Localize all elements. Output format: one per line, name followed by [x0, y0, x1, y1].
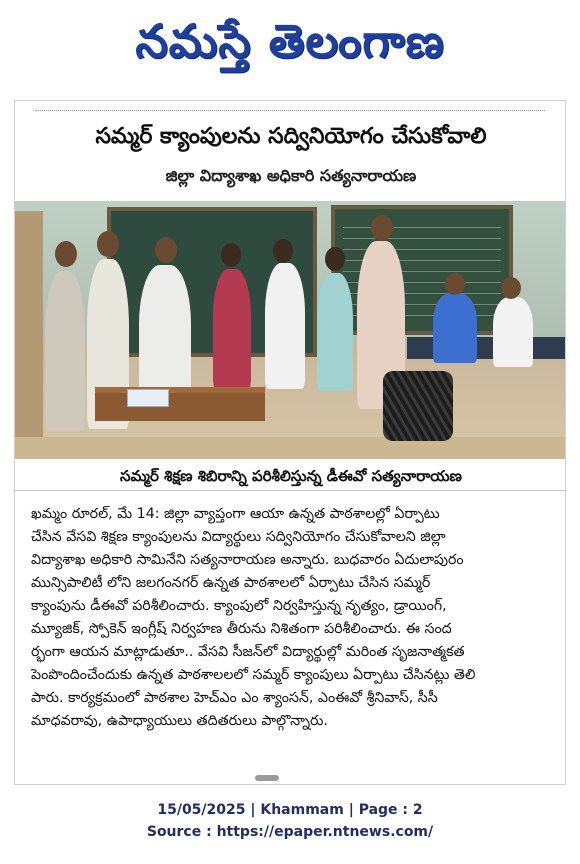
photo-table: [95, 387, 265, 421]
photo-person-1: [45, 271, 85, 431]
photo-desk: [407, 337, 566, 359]
clipped-next-article-edge: [255, 775, 279, 781]
news-clipping: [14, 100, 566, 785]
photo-student-guitar-1: [213, 269, 251, 389]
photo-head-1: [55, 241, 77, 267]
photo-paper: [127, 389, 169, 407]
footer-date-line: 15/05/2025 | Khammam | Page : 2: [157, 802, 423, 818]
article-photo: [15, 201, 566, 459]
newspaper-masthead: నమస్తే తెలంగాణ: [135, 14, 445, 68]
article-body-line: మ్యూజిక్, స్పోకెన్ ఇంగ్లీష్ నిర్వహణ తీరును నిశితంగా పరిశీలించారు. ఈ సంద: [31, 621, 452, 637]
footer-source-link[interactable]: Source : https://epaper.ntnews.com/: [146, 824, 434, 840]
article-body-line: మున్సిపాలిటీ లోని జలగంనగర్ ఉన్నత పాఠశాలలో ఏర్పాటు చేసిన సమ్మర్: [31, 575, 431, 591]
article-body-line: క్యాంపును డీఈవో పరిశీలించారు. క్యాంపులో నిర్వహిస్తున్న నృత్యం, డ్రాయింగ్,: [31, 598, 447, 614]
photo-head-6: [325, 247, 345, 271]
photo-caption: సమ్మర్ శిక్షణ శిబిరాన్ని పరిశీలిస్తున్న డీఈవో సత్యనారాయణ: [15, 461, 566, 491]
photo-head-3: [155, 237, 177, 263]
photo-head-2: [97, 231, 119, 257]
photo-student-seated-1: [433, 293, 477, 363]
article-body-line: పెంపొందించేందుకు ఉన్నత పాఠశాలలలో సమ్మర్ క్యాంపులు ఏర్పాటు చేసినట్లు తెలి: [31, 667, 476, 683]
photo-chair: [383, 371, 453, 441]
article-body-line: మాధవరావు, ఉపాధ్యాయులు తదితరులు పాల్గొన్నారు.: [31, 713, 328, 729]
article-body-line: విద్యాశాఖ అధికారి సామినేని సత్యనారాయణ అన్నారు. బుధవారం ఏదులాపురం: [31, 552, 464, 568]
article-subheadline: జిల్లా విద్యాశాఖ అధికారి సత్యనారాయణ: [165, 166, 417, 185]
photo-student-3: [317, 273, 353, 391]
article-body-line: పారు. కార్యక్రమంలో పాఠశాల హెచ్ఎం ఎం శ్యాంసన్, ఎంఈవో శ్రీనివాస్, సీసీ: [31, 690, 438, 706]
article-body-line: చేసిన వేసవి శిక్షణ క్యాంపులను విద్యార్థులు సద్వినియోగం చేసుకోవాలని జిల్లా: [31, 529, 446, 545]
photo-door: [15, 211, 43, 441]
photo-head-7: [371, 215, 393, 241]
article-body: [31, 503, 553, 733]
photo-head-9: [501, 277, 521, 299]
photo-floor: [15, 437, 566, 459]
photo-head-5: [273, 239, 293, 263]
article-headline: సమ్మర్ క్యాంపులను సద్వినియోగం చేసుకోవాలి: [95, 124, 487, 149]
article-body-line: ర్భంగా ఆయన మాట్లాడుతూ.. వేసవి సీజన్‌లో విద్యార్థుల్లో మరింత సృజనాత్మకత: [31, 644, 465, 660]
article-body-line: ఖమ్మం రూరల్, మే 14: జిల్లా వ్యాప్తంగా ఆయా ఉన్నత పాఠశాలల్లో ఏర్పాటు: [31, 506, 440, 522]
photo-student-guitar-2: [265, 263, 305, 389]
photo-head-8: [445, 273, 465, 295]
photo-student-seated-2: [493, 297, 533, 367]
photo-head-4: [221, 243, 241, 267]
clipped-previous-article-edge: [35, 101, 545, 111]
